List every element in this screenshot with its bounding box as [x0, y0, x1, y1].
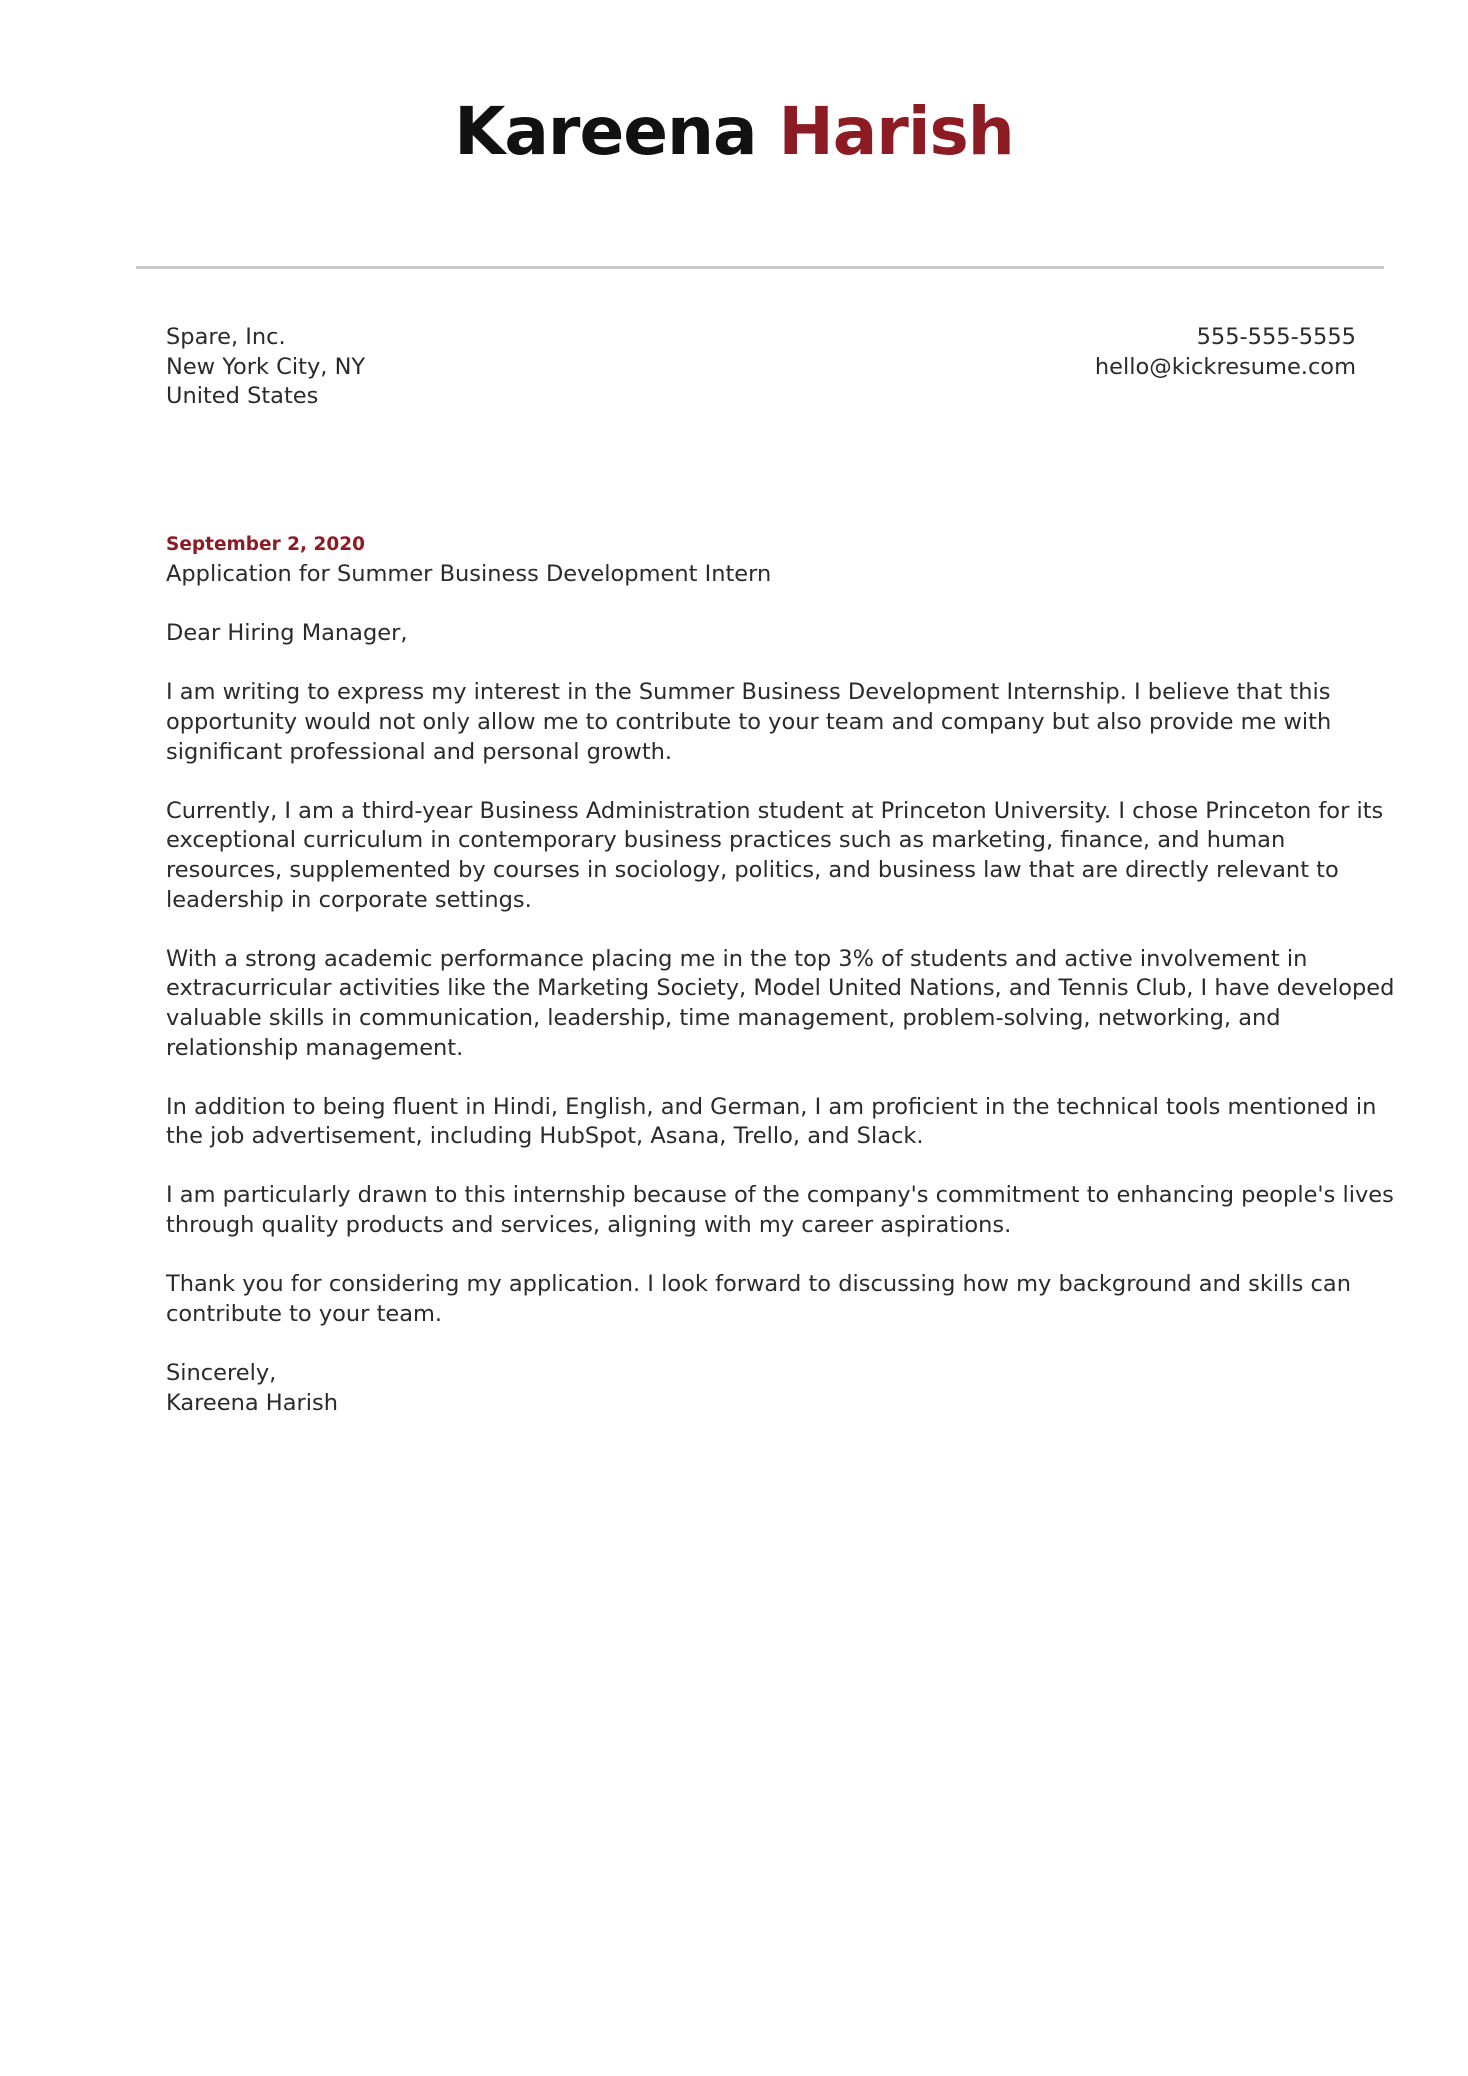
paragraph-line: contribute to your team. [166, 1300, 443, 1327]
letter-closing: Sincerely, [166, 1360, 277, 1387]
header-divider [136, 266, 1384, 269]
letter-paragraph [166, 797, 1384, 915]
recipient-country: United States [166, 383, 319, 410]
applicant-first-name: Kareena [454, 93, 757, 170]
paragraph-line: I am writing to express my interest in the Summer Business Development Internship. I believe that this [166, 679, 1331, 706]
applicant-name [0, 92, 1468, 172]
paragraph-line: Currently, I am a third-year Business Administration student at Princeton University. I chose Princeton for its [166, 797, 1384, 824]
paragraph-line: extracurricular activities like the Marketing Society, Model United Nations, and Tennis Club, I have developed [166, 975, 1395, 1002]
sender-phone: 555-555-5555 [1196, 324, 1356, 350]
paragraph-line: relationship management. [166, 1034, 464, 1061]
letter-signature: Kareena Harish [166, 1389, 338, 1416]
recipient-address [166, 323, 766, 412]
paragraph-line: opportunity would not only allow me to contribute to your team and company but also provide me with [166, 708, 1332, 735]
paragraph-line: In addition to being fluent in Hindi, English, and German, I am proficient in the technical tools mentioned in [166, 1093, 1377, 1120]
paragraph-line: I am particularly drawn to this internship because of the company's commitment to enhancing people's lives [166, 1182, 1394, 1209]
letter-paragraph [166, 1093, 1377, 1152]
sender-email: hello@kickresume.com [1094, 353, 1356, 380]
letter-subject: Application for Summer Business Development Intern [166, 561, 772, 587]
recipient-city: New York City, NY [166, 353, 366, 380]
paragraph-line: exceptional curriculum in contemporary business practices such as marketing, finance, and human [166, 827, 1286, 854]
letter-signoff [166, 1359, 1366, 1418]
letter-paragraph [166, 945, 1395, 1063]
paragraph-line: Thank you for considering my application. I look forward to discussing how my background and skills can [166, 1271, 1351, 1298]
letter-body [166, 560, 1395, 1448]
letter-paragraph [166, 1270, 1366, 1329]
letter-date: September 2, 2020 [166, 534, 365, 555]
paragraph-line: resources, supplemented by courses in sociology, politics, and business law that are directly relevant to [166, 856, 1339, 883]
paragraph-line: significant professional and personal growth. [166, 738, 673, 765]
recipient-company: Spare, Inc. [166, 324, 286, 350]
letter-paragraph [166, 678, 1366, 767]
paragraph-line: leadership in corporate settings. [166, 886, 532, 913]
letter-salutation: Dear Hiring Manager, [166, 620, 408, 647]
sender-contact [756, 323, 1356, 382]
paragraph-line: With a strong academic performance placing me in the top 3% of students and active involvement in [166, 945, 1308, 972]
paragraph-line: through quality products and services, aligning with my career aspirations. [166, 1212, 1012, 1239]
paragraph-line: the job advertisement, including HubSpot, Asana, Trello, and Slack. [166, 1123, 924, 1150]
applicant-last-name: Harish [778, 93, 1014, 170]
letter-paragraph [166, 1181, 1394, 1240]
paragraph-line: valuable skills in communication, leadership, time management, problem-solving, networking, and [166, 1004, 1281, 1031]
